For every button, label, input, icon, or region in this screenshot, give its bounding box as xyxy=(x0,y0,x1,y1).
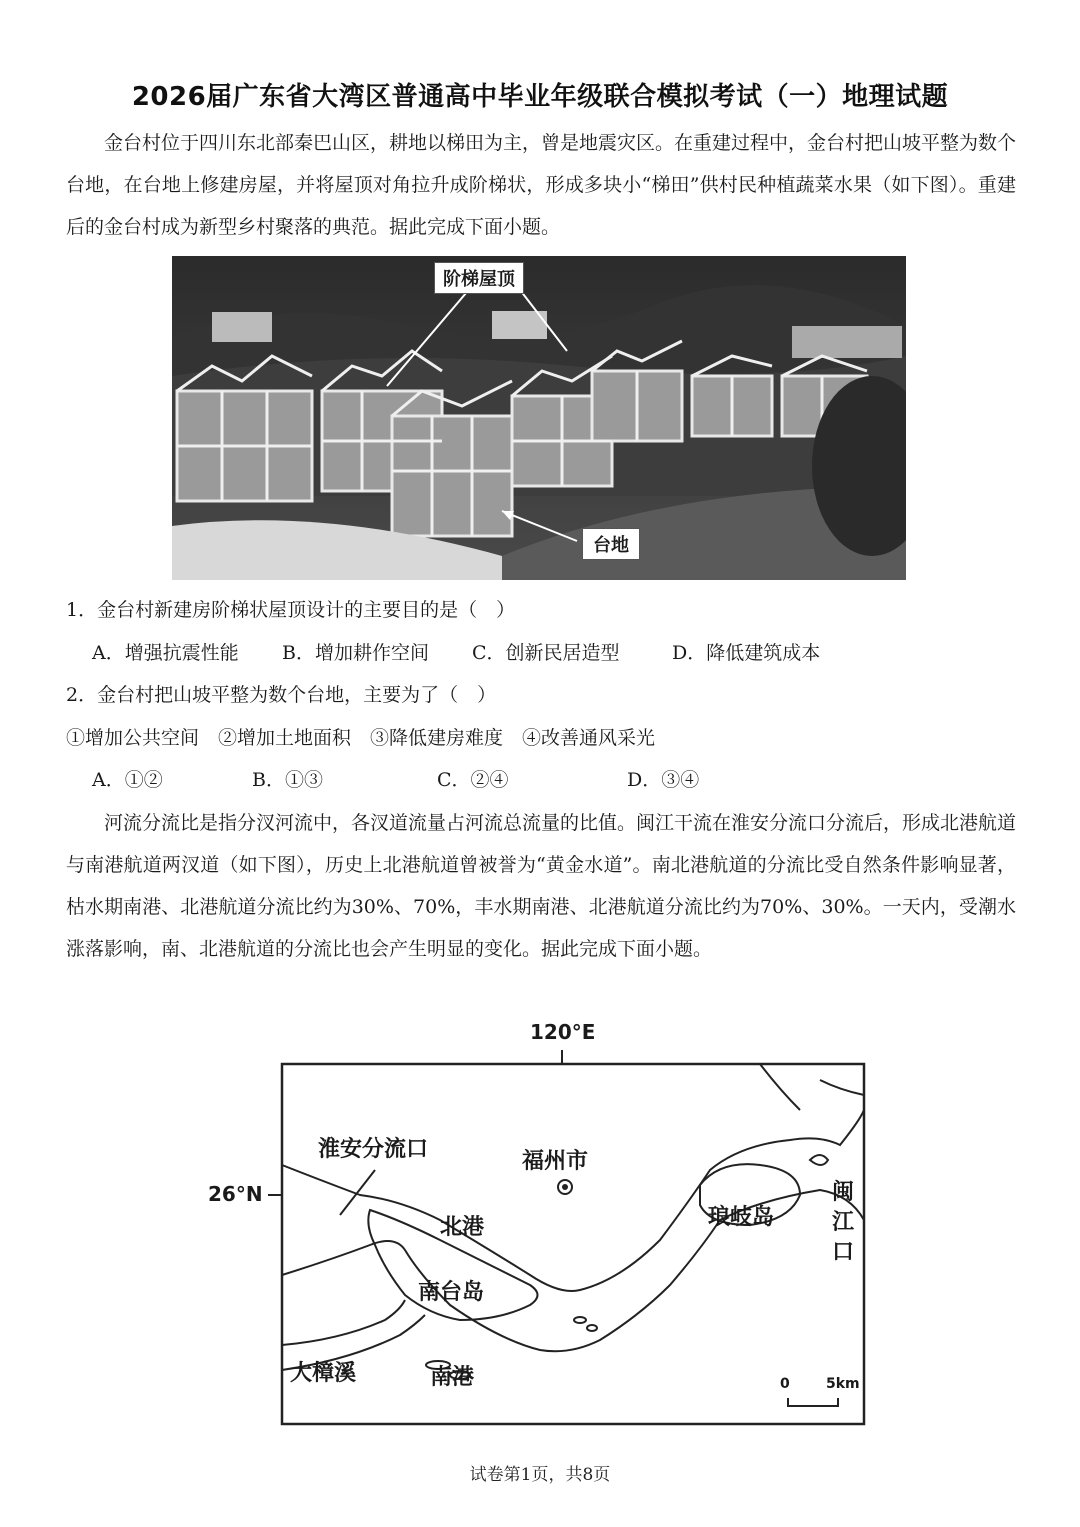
question-2-stem: 2．金台村把山坡平整为数个台地，主要为了（ ） xyxy=(66,684,497,706)
q2-option-c[interactable]: C．②④ xyxy=(437,769,509,791)
label-terrace: 台地 xyxy=(582,528,640,560)
q1-option-b[interactable]: B．增加耕作空间 xyxy=(282,642,429,664)
map-label-nantai-island: 南台岛 xyxy=(418,1280,485,1305)
q2-option-b[interactable]: B．①③ xyxy=(252,769,323,791)
minjiang-char-3: 口 xyxy=(832,1240,855,1265)
q1-option-c[interactable]: C．创新民居造型 xyxy=(472,642,620,664)
map-scale-zero: 0 xyxy=(780,1376,790,1392)
question-1-stem: 1．金台村新建房阶梯状屋顶设计的主要目的是（ ） xyxy=(66,599,516,621)
min-river-map xyxy=(200,1020,880,1440)
map-label-huaian-fork: 淮安分流口 xyxy=(318,1137,429,1162)
village-photo-drawing xyxy=(172,256,906,580)
q1-option-a[interactable]: A．增强抗震性能 xyxy=(92,642,239,664)
map-scale-five-km: 5km xyxy=(826,1376,860,1392)
map-label-nangang: 南港 xyxy=(430,1365,475,1390)
village-photo xyxy=(172,256,906,580)
map-label-minjiang-mouth xyxy=(832,1178,858,1268)
map-label-fuzhou: 福州市 xyxy=(522,1149,589,1174)
map-label-dazhangxi: 大樟溪 xyxy=(290,1361,357,1386)
q2-option-a[interactable]: A．①② xyxy=(92,769,163,791)
map-label-latitude: 26°N xyxy=(208,1182,263,1206)
exam-title: 2026届广东省大湾区普通高中毕业年级联合模拟考试（一）地理试题 xyxy=(131,82,949,112)
intro-paragraph-2: 河流分流比是指分汊河流中，各汊道流量占河流总流量的比值。闽江干流在淮安分流口分流后，形成北港航道与南港航道两汊道（如下图），历史上北港航道曾被誉为“黄金水道”。南北港航道的分流比受自然条件影响显著，枯水期南港、北港航道分流比约为30%、70%，丰水期南港、北港航道分流比约为70%、30%。一天内，受潮水涨落影响，南、北港航道的分流比也会产生明显的变化。据此完成下面小题。 xyxy=(66,812,1017,960)
intro-paragraph-1: 金台村位于四川东北部秦巴山区，耕地以梯田为主，曾是地震灾区。在重建过程中，金台村把山坡平整为数个台地，在台地上修建房屋，并将屋顶对角拉升成阶梯状，形成多块小“梯田”供村民种植蔬菜水果（如下图）。重建后的金台村成为新型乡村聚落的典范。据此完成下面小题。 xyxy=(66,132,1017,238)
map-label-longitude: 120°E xyxy=(530,1020,596,1044)
map-label-langqi-island: 琅岐岛 xyxy=(708,1205,775,1230)
question-2-options xyxy=(92,765,699,795)
label-stepped-roof: 阶梯屋顶 xyxy=(434,262,524,294)
q2-option-d[interactable]: D．③④ xyxy=(627,769,700,791)
minjiang-char-2: 江 xyxy=(832,1210,855,1235)
page-footer: 试卷第1页，共8页 xyxy=(469,1465,611,1485)
question-1-options xyxy=(92,638,820,668)
q1-option-d[interactable]: D．降低建筑成本 xyxy=(672,642,821,664)
map-label-beigang: 北港 xyxy=(440,1215,485,1240)
minjiang-char-1: 闽 xyxy=(832,1180,855,1205)
question-2-items: ①增加公共空间 ②增加土地面积 ③降低建房难度 ④改善通风采光 xyxy=(66,727,656,749)
